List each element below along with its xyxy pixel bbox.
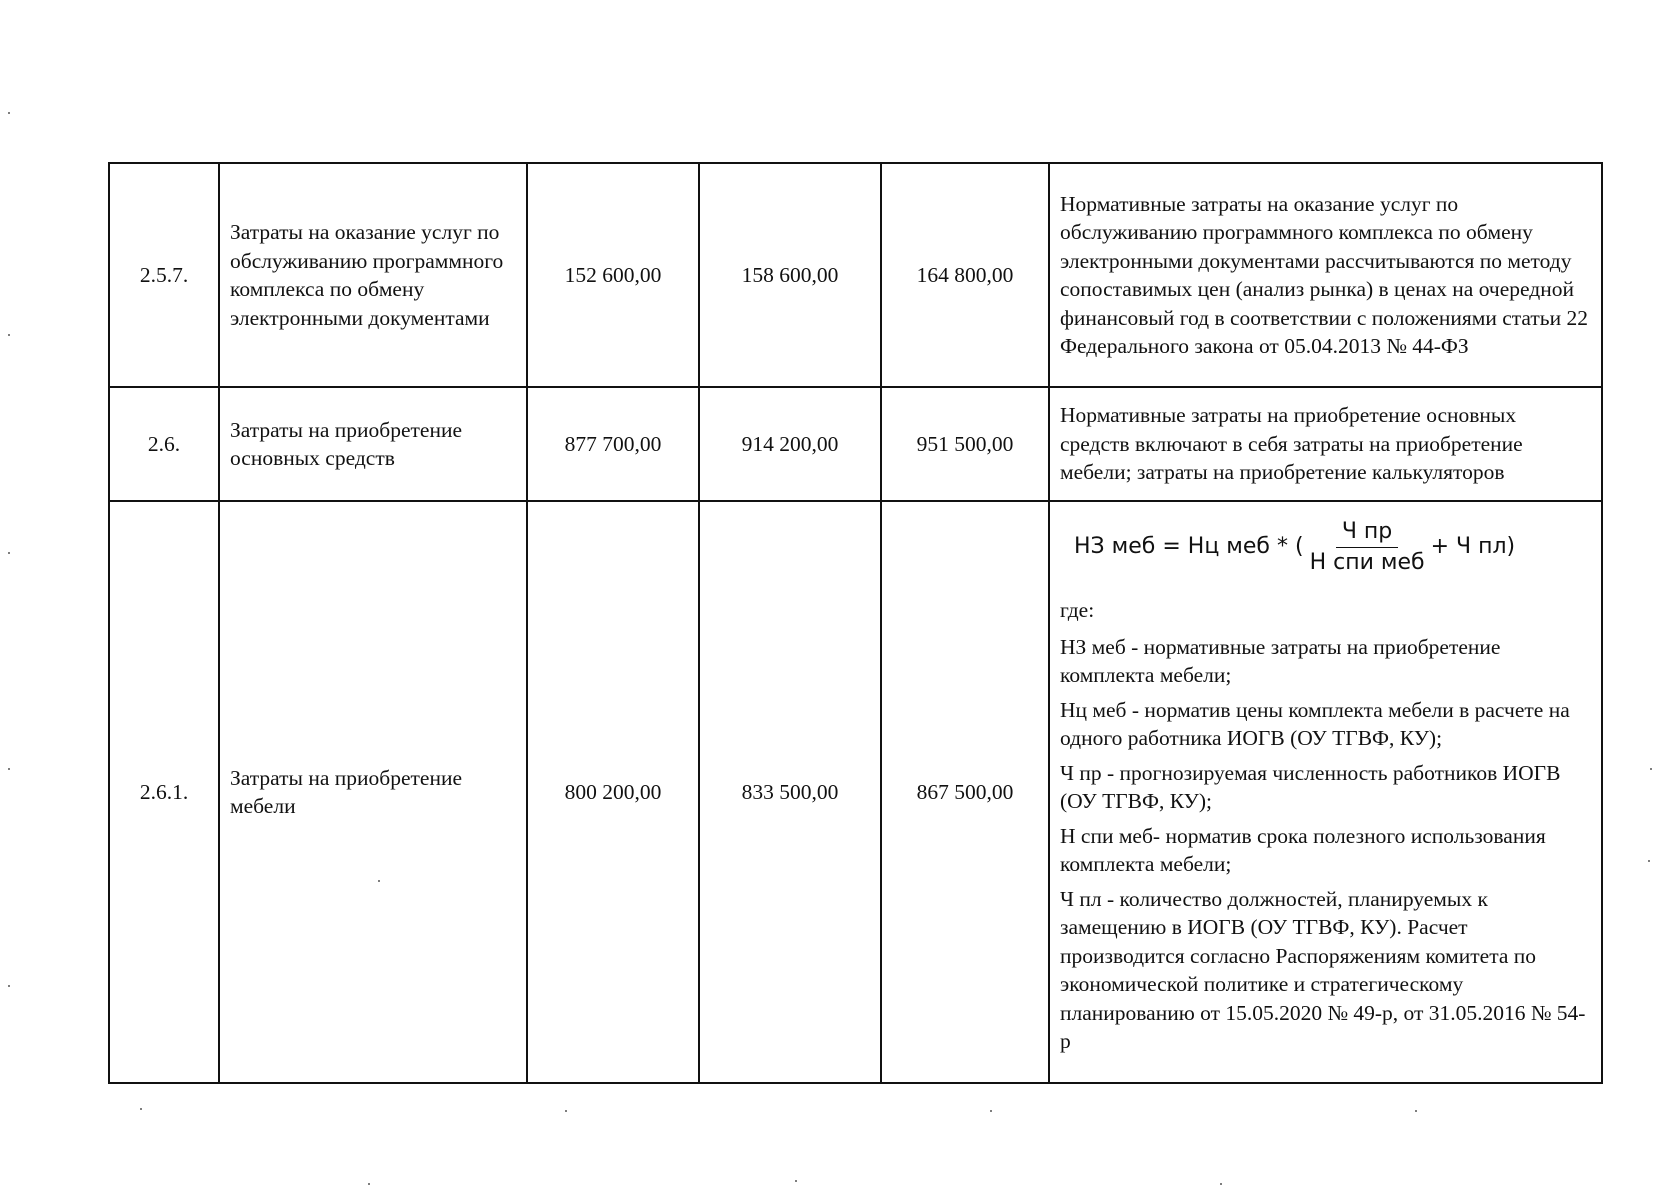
row-description: Нормативные затраты на приобретение основных средств включают в себя затраты на приобретение мебели; затраты на приобретение калькуляторов xyxy=(1049,387,1602,501)
scan-speck xyxy=(795,1180,797,1182)
scan-speck xyxy=(368,1183,370,1185)
value-year-3: 951 500,00 xyxy=(881,387,1049,501)
row-name: Затраты на приобретение мебели xyxy=(219,501,527,1083)
costs-table xyxy=(108,162,1603,1084)
definition-item: НЗ меб - нормативные затраты на приобретение комплекта мебели; xyxy=(1060,634,1501,687)
formula-eq: = Нц меб * ( xyxy=(1162,533,1304,559)
scan-speck xyxy=(1650,768,1652,770)
scan-speck xyxy=(8,985,10,987)
row-number: 2.5.7. xyxy=(109,163,219,387)
formula-plus: + Ч пл) xyxy=(1430,533,1516,559)
value-year-1: 152 600,00 xyxy=(527,163,699,387)
where-label: где: xyxy=(1060,598,1095,622)
table-row xyxy=(109,163,1602,387)
formula-lhs: НЗ меб xyxy=(1074,533,1156,559)
definition-item: Нц меб - норматив цены комплекта мебели в расчете на одного работника ИОГВ (ОУ ТГВФ, КУ); xyxy=(1060,697,1570,750)
furniture-cost-formula xyxy=(1060,512,1591,582)
scan-speck xyxy=(1415,1110,1417,1112)
scan-speck xyxy=(8,552,10,554)
scan-speck xyxy=(8,768,10,770)
row-description: Нормативные затраты на оказание услуг по обслуживанию программного комплекса по обмену электронными документами рассчитываются по методу сопоставимых цен (анализ рынка) в ценах на очередной финансовый год в соответствии с положениями статьи 22 Федерального закона от 05.04.2013 № 44-ФЗ xyxy=(1049,163,1602,387)
definition-item: Ч пр - прогнозируемая численность работников ИОГВ (ОУ ТГВФ, КУ); xyxy=(1060,760,1561,813)
row-description xyxy=(1049,501,1602,1083)
value-year-3: 867 500,00 xyxy=(881,501,1049,1083)
scan-speck xyxy=(565,1110,567,1112)
scan-speck xyxy=(1220,1183,1222,1185)
formula-numerator: Ч пр xyxy=(1336,517,1398,548)
scan-speck xyxy=(378,880,380,882)
value-year-2: 833 500,00 xyxy=(699,501,881,1083)
scan-speck xyxy=(8,334,10,336)
row-number: 2.6. xyxy=(109,387,219,501)
value-year-3: 164 800,00 xyxy=(881,163,1049,387)
value-year-1: 877 700,00 xyxy=(527,387,699,501)
scan-speck xyxy=(1648,860,1650,862)
value-year-1: 800 200,00 xyxy=(527,501,699,1083)
scan-speck xyxy=(8,112,10,114)
definition-item: Ч пл - количество должностей, планируемых к замещению в ИОГВ (ОУ ТГВФ, КУ). Расчет производится согласно Распоряжениям комитета по экономической политике и стратегическому планированию от 15.05.2020 № 49-р, от 31.05.2016 № 54-р xyxy=(1060,886,1586,1053)
scan-speck xyxy=(990,1110,992,1112)
formula-denominator: Н спи меб xyxy=(1309,549,1425,575)
value-year-2: 914 200,00 xyxy=(699,387,881,501)
definition-item: Н спи меб- норматив срока полезного использования комплекта мебели; xyxy=(1060,823,1546,876)
row-name: Затраты на приобретение основных средств xyxy=(219,387,527,501)
scan-speck xyxy=(140,1108,142,1110)
table-row xyxy=(109,501,1602,1083)
row-number: 2.6.1. xyxy=(109,501,219,1083)
table-row xyxy=(109,387,1602,501)
row-name: Затраты на оказание услуг по обслуживанию программного комплекса по обмену электронными документами xyxy=(219,163,527,387)
formula-fraction xyxy=(1308,517,1427,578)
value-year-2: 158 600,00 xyxy=(699,163,881,387)
definitions-list xyxy=(1060,633,1591,1056)
